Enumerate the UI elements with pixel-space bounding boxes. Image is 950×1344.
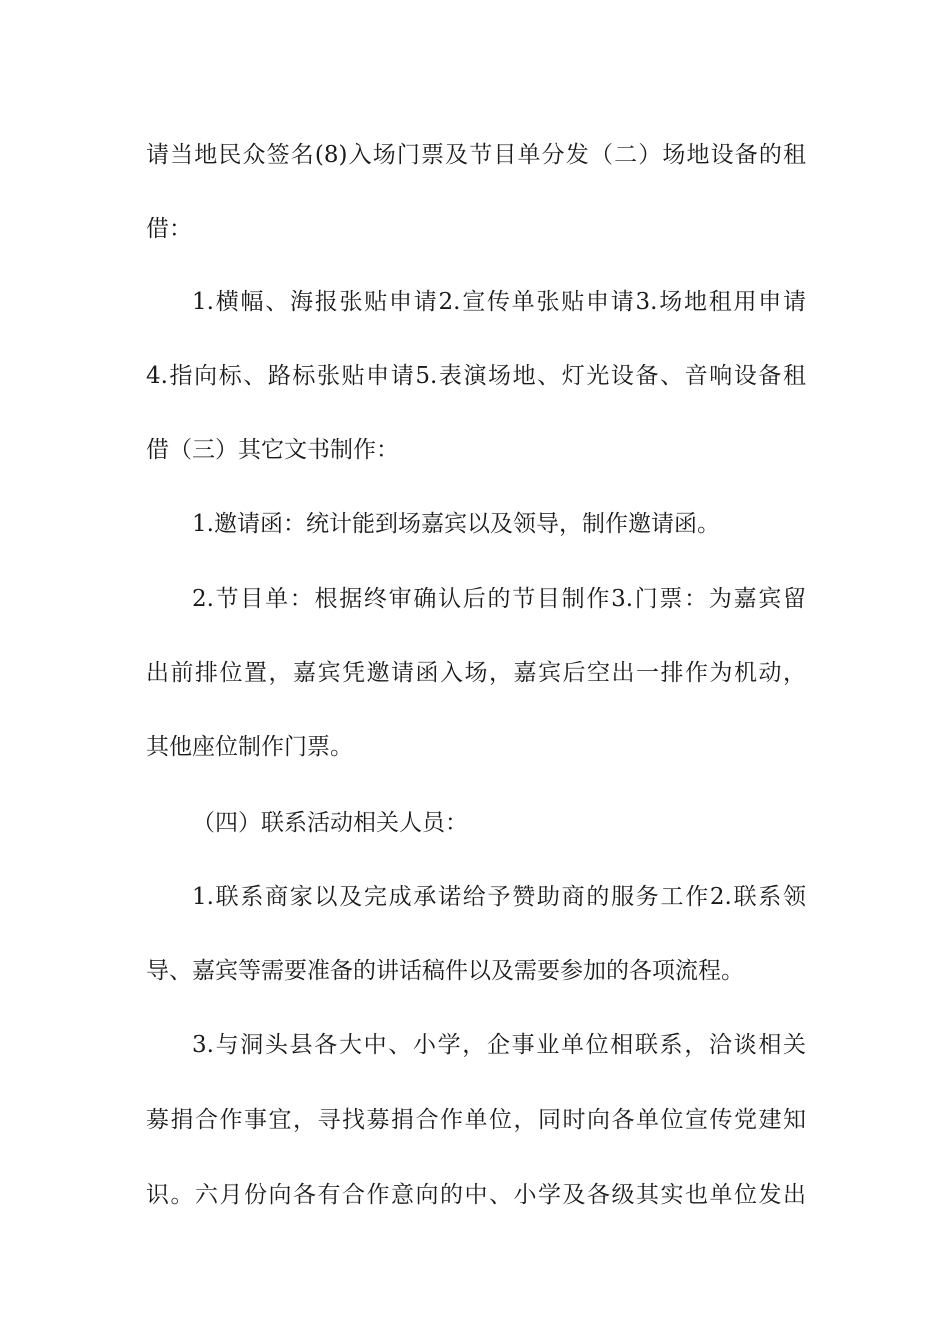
- body-line-2: 借：: [146, 216, 192, 242]
- body-line-13: 3.与洞头县各大中、小学，企事业单位相联系，洽谈相关: [192, 1032, 806, 1058]
- body-line-15: 识。六月份向各有合作意向的中、小学及各级其实也单位发出: [146, 1182, 806, 1208]
- body-line-6: 1.邀请函：统计能到场嘉宾以及领导，制作邀请函。: [192, 511, 720, 537]
- body-line-14: 募捐合作事宜，寻找募捐合作单位，同时向各单位宣传党建知: [146, 1107, 806, 1133]
- body-line-5: 借（三）其它文书制作：: [146, 437, 399, 463]
- body-line-7: 2.节目单：根据终审确认后的节目制作3.门票：为嘉宾留: [192, 586, 806, 612]
- body-line-3: 1.横幅、海报张贴申请2.宣传单张贴申请3.场地租用申请: [192, 289, 806, 315]
- body-line-12: 导、嘉宾等需要准备的讲话稿件以及需要参加的各项流程。: [146, 958, 744, 984]
- body-line-9: 其他座位制作门票。: [146, 734, 353, 760]
- body-line-1: 请当地民众签名(8)入场门票及节目单分发（二）场地设备的租: [146, 142, 806, 168]
- body-line-11: 1.联系商家以及完成承诺给予赞助商的服务工作2.联系领: [192, 884, 806, 910]
- body-line-8: 出前排位置，嘉宾凭邀请函入场，嘉宾后空出一排作为机动，: [146, 660, 806, 686]
- section-heading-4: （四）联系活动相关人员：: [192, 810, 468, 836]
- body-line-4: 4.指向标、路标张贴申请5.表演场地、灯光设备、音响设备租: [146, 363, 806, 389]
